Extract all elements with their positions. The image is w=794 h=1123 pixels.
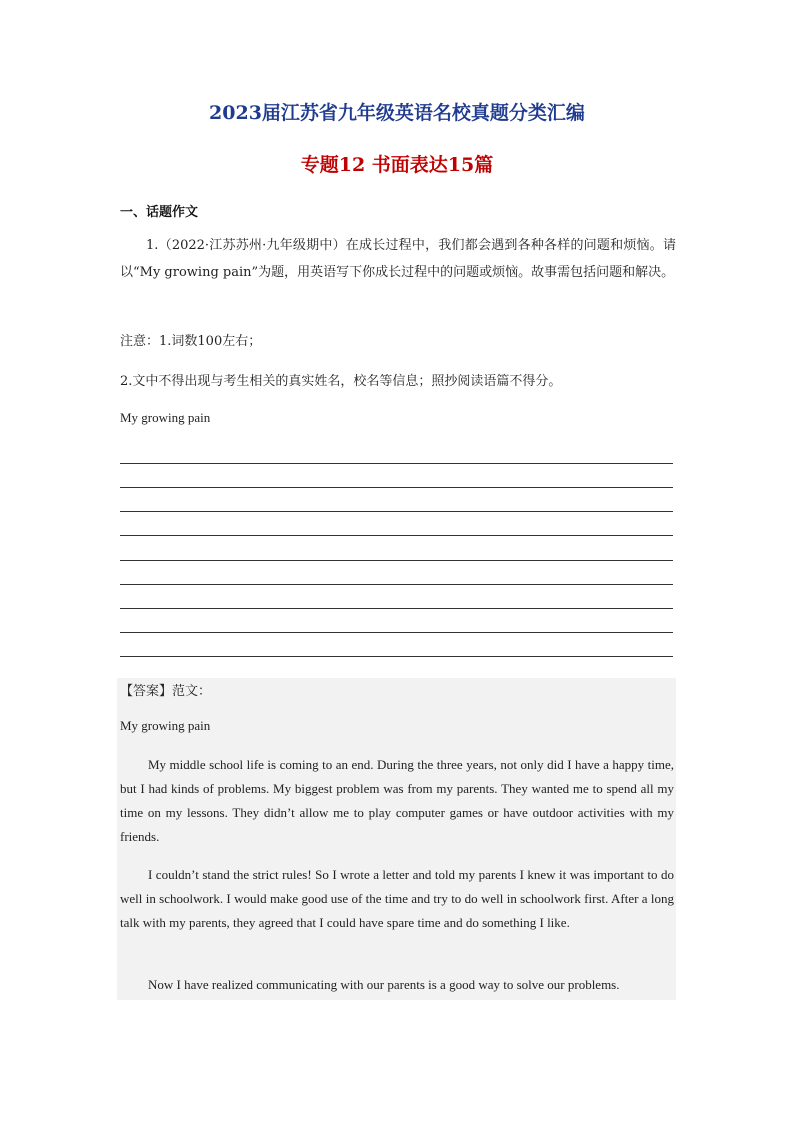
writing-line xyxy=(120,584,673,585)
note-rules: 2.文中不得出现与考生相关的真实姓名，校名等信息；照抄阅读语篇不得分。 xyxy=(120,374,562,389)
document-title: 2023届江苏省九年级英语名校真题分类汇编 xyxy=(209,102,585,124)
writing-line xyxy=(120,632,673,633)
answer-title: My growing pain xyxy=(120,718,211,733)
answer-paragraph: I couldn’t stand the strict rules! So I wrote a letter and told my parents I knew it was important to do well in schoolwork. I would make good use of the time and try to do well in schoolwork first. After a long talk with my parents, they agreed that I could have spare time and do something I like. xyxy=(120,867,674,930)
writing-line xyxy=(120,535,673,536)
section-heading: 一、话题作文 xyxy=(120,205,199,220)
writing-line xyxy=(120,487,673,488)
note-word-count: 注意：1.词数100左右； xyxy=(120,334,262,349)
writing-line xyxy=(120,463,673,464)
writing-line xyxy=(120,560,673,561)
question-text: 1.（2022·江苏苏州·九年级期中）在成长过程中，我们都会遇到各种各样的问题和烦恼。请以“My growing pain”为题，用英语写下你成长过程中的问题或烦恼。故事需包括问题和解决。 xyxy=(120,238,676,280)
writing-line xyxy=(120,656,673,657)
writing-line xyxy=(120,608,673,609)
writing-line xyxy=(120,511,673,512)
answer-paragraph: Now I have realized communicating with our parents is a good way to solve our problems. xyxy=(148,977,620,992)
composition-title: My growing pain xyxy=(120,410,211,425)
answer-label: 【答案】范文： xyxy=(120,684,212,699)
answer-paragraph: My middle school life is coming to an end. During the three years, not only did I have a happy time, but I had kinds of problems. My biggest problem was from my parents. They wanted me to spend all my time on my lessons. They didn’t allow me to play computer games or have outdoor activities with my friends. xyxy=(120,757,674,844)
document-subtitle: 专题12 书面表达15篇 xyxy=(300,154,494,176)
